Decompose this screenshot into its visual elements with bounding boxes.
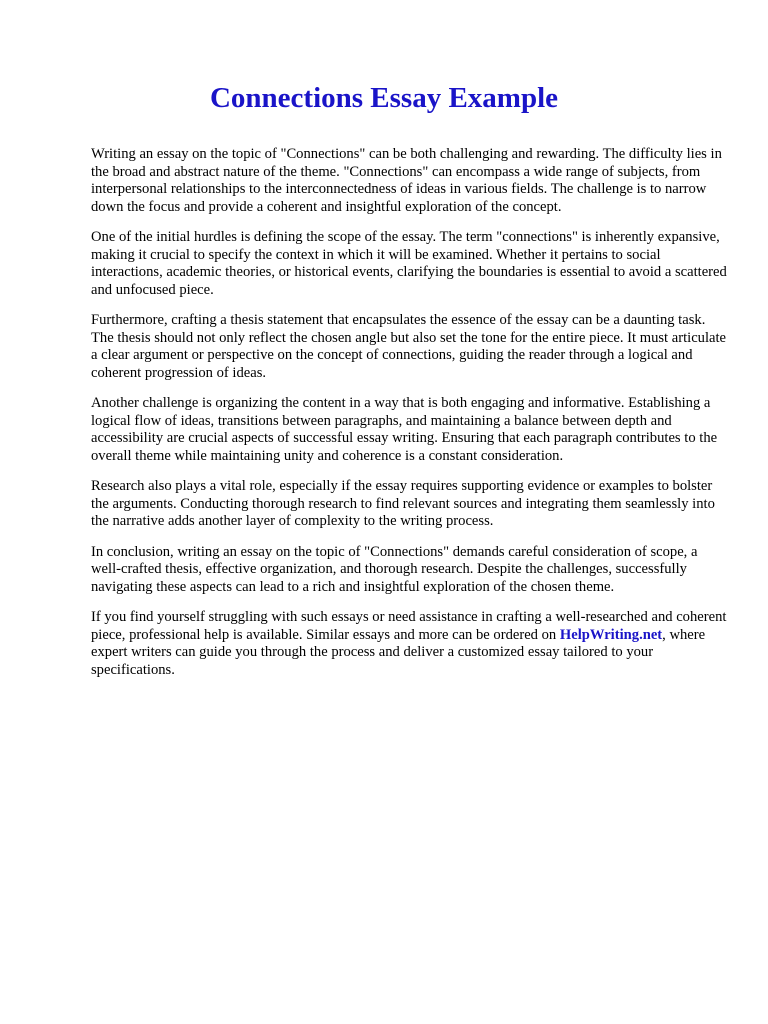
paragraph-closing <box>91 609 731 679</box>
paragraph-organization: Another challenge is organizing the content in a way that is both engaging and informative. Establishing a logical flow of ideas, transitions between paragraphs, and maintaining a balance between depth and accessibility are crucial aspects of successful essay writing. Ensuring that each paragraph contributes to the overall theme while maintaining unity and coherence is a constant consideration. <box>91 395 718 464</box>
paragraph-scope: One of the initial hurdles is defining the scope of the essay. The term "connections" is inherently expansive, making it crucial to specify the context in which it will be examined. Whether it pertains to social interactions, academic theories, or historical events, clarifying the boundaries is essential to avoid a scattered and unfocused piece. <box>91 229 727 298</box>
closing-text-after-link: , where expert writers can guide you through the process and deliver a customized essay tailored to your specifications. <box>91 626 706 678</box>
paragraph-research: Research also plays a vital role, especially if the essay requires supporting evidence or examples to bolster the arguments. Conducting thorough research to find relevant sources and integrating them seamlessly into the narrative adds another layer of complexity to the writing process. <box>91 478 715 529</box>
paragraph-intro: Writing an essay on the topic of "Connections" can be both challenging and rewarding. The difficulty lies in the broad and abstract nature of the theme. "Connections" can encompass a wide range of subjects, from interpersonal relationships to the interconnectedness of ideas in various fields. The challenge is to narrow down the focus and provide a coherent and insightful exploration of the concept. <box>91 146 722 215</box>
closing-text-before-link: If you find yourself struggling with such essays or need assistance in crafting a well-researched and coherent piece, professional help is available. Similar essays and more can be ordered on <box>91 609 727 643</box>
essay-body <box>91 146 731 692</box>
paragraph-conclusion: In conclusion, writing an essay on the topic of "Connections" demands careful consideration of scope, a well-crafted thesis, effective organization, and thorough research. Despite the challenges, successfully navigating these aspects can lead to a rich and insightful exploration of the chosen theme. <box>91 543 698 595</box>
page-title: Connections Essay Example <box>209 82 559 114</box>
helpwriting-link[interactable]: HelpWriting.net <box>559 626 663 643</box>
paragraph-thesis: Furthermore, crafting a thesis statement that encapsulates the essence of the essay can be a daunting task. The thesis should not only reflect the chosen angle but also set the tone for the entire piece. It must articulate a clear argument or perspective on the concept of connections, guiding the reader through a logical and coherent progression of ideas. <box>91 312 727 381</box>
